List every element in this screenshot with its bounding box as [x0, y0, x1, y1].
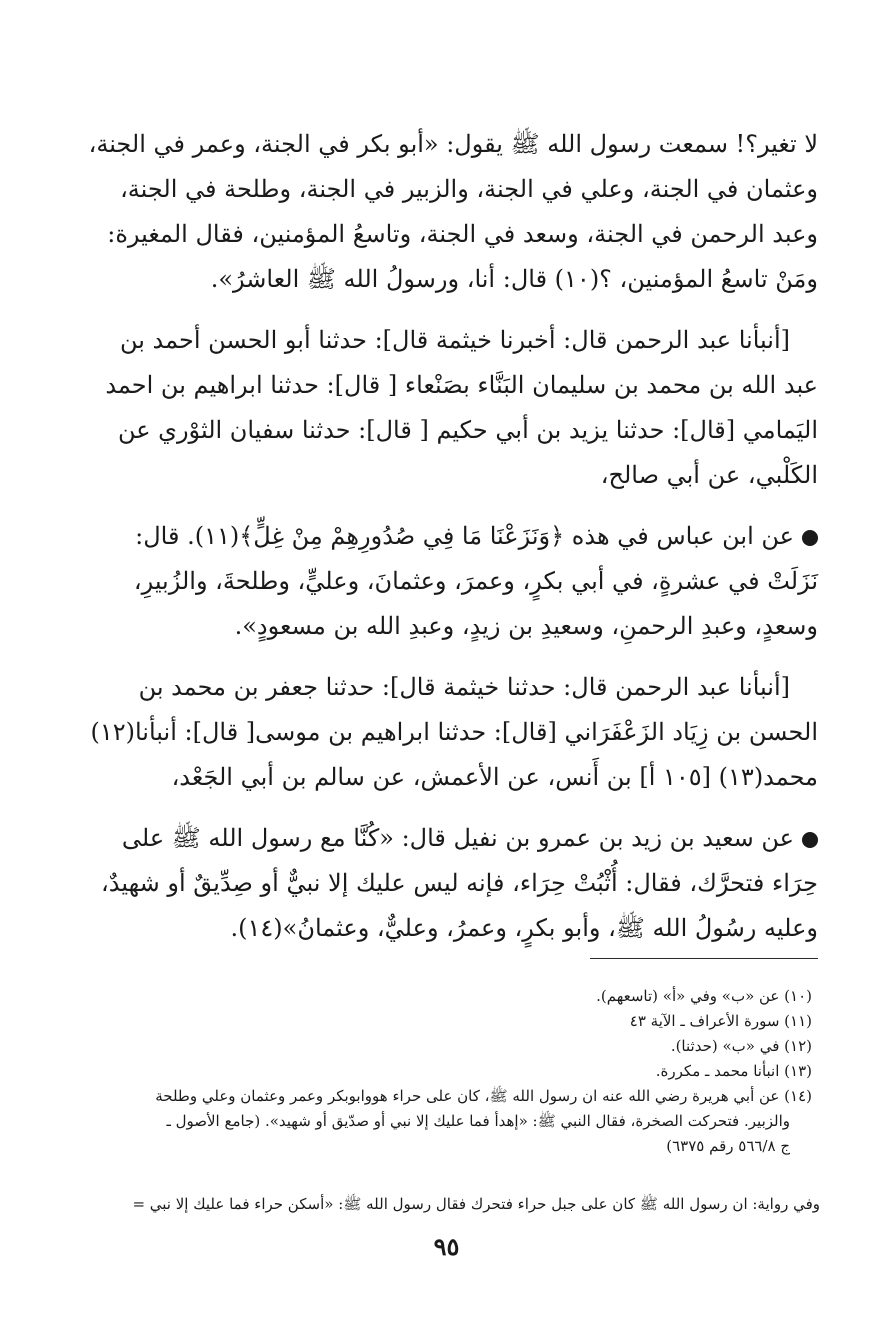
- paragraph-2-isnad: [105, 318, 818, 498]
- text-line-content: عن سعيد بن زيد بن عمرو بن نفيل قال: «كُنَّا مع رسول الله ﷺ على: [121, 824, 794, 852]
- paragraph-3-hadith: [112, 514, 818, 649]
- text-line: لا تغير؟! سمعت رسول الله ﷺ يقول: «أبو بكر في الجنة، وعمر في الجنة،: [88, 130, 818, 158]
- paragraph-1: [88, 122, 818, 302]
- text-line: [112, 816, 818, 861]
- bullet-icon: [802, 530, 818, 546]
- text-line: الحسن بن زِيَاد الزَعْفَرَاني [قال]: حدثنا ابراهيم بن موسى[ قال]: أنبأنا(١٢): [90, 718, 818, 746]
- paragraph-4-isnad: [90, 665, 818, 800]
- bullet-icon: [802, 832, 818, 848]
- footnote-14-continued: والزبير. فتحركت الصخرة، فقال النبي ﷺ: «إهدأ فما عليك إلا نبي أو صدّيق أو شهيد». (جامع الأصول ـ: [166, 1112, 790, 1130]
- text-line: محمد(١٣) [١٠٥ أ] بن أَنس، عن الأعمش، عن سالم بن أبي الجَعْد،: [171, 763, 818, 791]
- footnote-divider: [590, 958, 818, 959]
- footnote-10: (١٠) عن «ب» وفي «أ» (تاسعهم).: [596, 987, 812, 1005]
- footnote-14-reference: ج ٥٦٦/٨ رقم ٦٣٧٥): [666, 1137, 790, 1155]
- text-line: نَزَلَتْ في عشرةٍ، في أبي بكرٍ، وعمرَ، وعثمانَ، وعليٍّ، وطلحةَ، والزُبيرِ،: [133, 567, 818, 595]
- paragraph-5-hadith: [100, 816, 818, 951]
- text-line: عبد الله بن محمد بن سليمان البَنَّاء بصَنْعاء [ قال]: حدثنا ابراهيم بن احمد: [105, 371, 818, 399]
- text-line: حِرَاء فتحرَّك، فقال: أُثْبُتْ حِرَاء، فإنه ليس عليك إلا نبيٌّ أو صِدِّيقٌ أو شهيدٌ،: [100, 869, 818, 897]
- text-line: وعثمان في الجنة، وعلي في الجنة، والزبير في الجنة، وطلحة في الجنة،: [120, 175, 818, 203]
- footnotes: [112, 984, 812, 1159]
- text-line: [أنبأنا عبد الرحمن قال: حدثنا خيثمة قال]: حدثنا جعفر بن محمد بن: [138, 673, 790, 701]
- text-line: [112, 514, 818, 559]
- footnote-14: (١٤) عن أبي هريرة رضي الله عنه ان رسول الله ﷺ، كان على حراء هووابوبكر وعمر وعثمان وعلي وطلحة: [155, 1087, 812, 1105]
- text-line: وسعدٍ، وعبدِ الرحمنِ، وسعيدِ بن زيدٍ، وعبدِ الله بن مسعودٍ».: [234, 612, 818, 640]
- text-line: [أنبأنا عبد الرحمن قال: أخبرنا خيثمة قال]: حدثنا أبو الحسن أحمد بن: [119, 326, 790, 354]
- text-line: وعبد الرحمن في الجنة، وسعد في الجنة، وتاسعُ المؤمنين، فقال المغيرة:: [107, 220, 818, 248]
- text-line: ومَنْ تاسعُ المؤمنين، ؟(١٠) قال: أنا، ورسولُ الله ﷺ العاشرُ».: [210, 265, 818, 293]
- main-text: [88, 122, 818, 967]
- text-line-content: عن ابن عباس في هذه ﴿وَنَزَعْنَا مَا فِي صُدُورِهِمْ مِنْ غِلٍّ﴾(١١). قال:: [135, 522, 794, 550]
- text-line: اليَمامي [قال]: حدثنا يزيد بن أبي حكيم [ قال]: حدثنا سفيان الثوْري عن: [117, 416, 818, 444]
- page-number: ٩٥: [433, 1232, 460, 1261]
- footnote-extra-narration: وفي رواية: ان رسول الله ﷺ كان على جبل حراء فتحرك فقال رسول الله ﷺ: «أسكن حراء فما عليك إلا نبي =: [132, 1195, 820, 1213]
- text-line: الكَلْبي، عن أبي صالح،: [600, 461, 818, 489]
- footnote-11: (١١) سورة الأعراف ـ الآية ٤٣: [629, 1012, 812, 1030]
- footnote-13: (١٣) انبأنا محمد ـ مكررة.: [655, 1062, 812, 1080]
- text-line: وعليه رسُولُ الله ﷺ، وأبو بكرٍ، وعمرُ، وعليٌّ، وعثمانُ»(١٤).: [230, 914, 818, 942]
- footnote-12: (١٢) في «ب» (حدثنا).: [670, 1037, 812, 1055]
